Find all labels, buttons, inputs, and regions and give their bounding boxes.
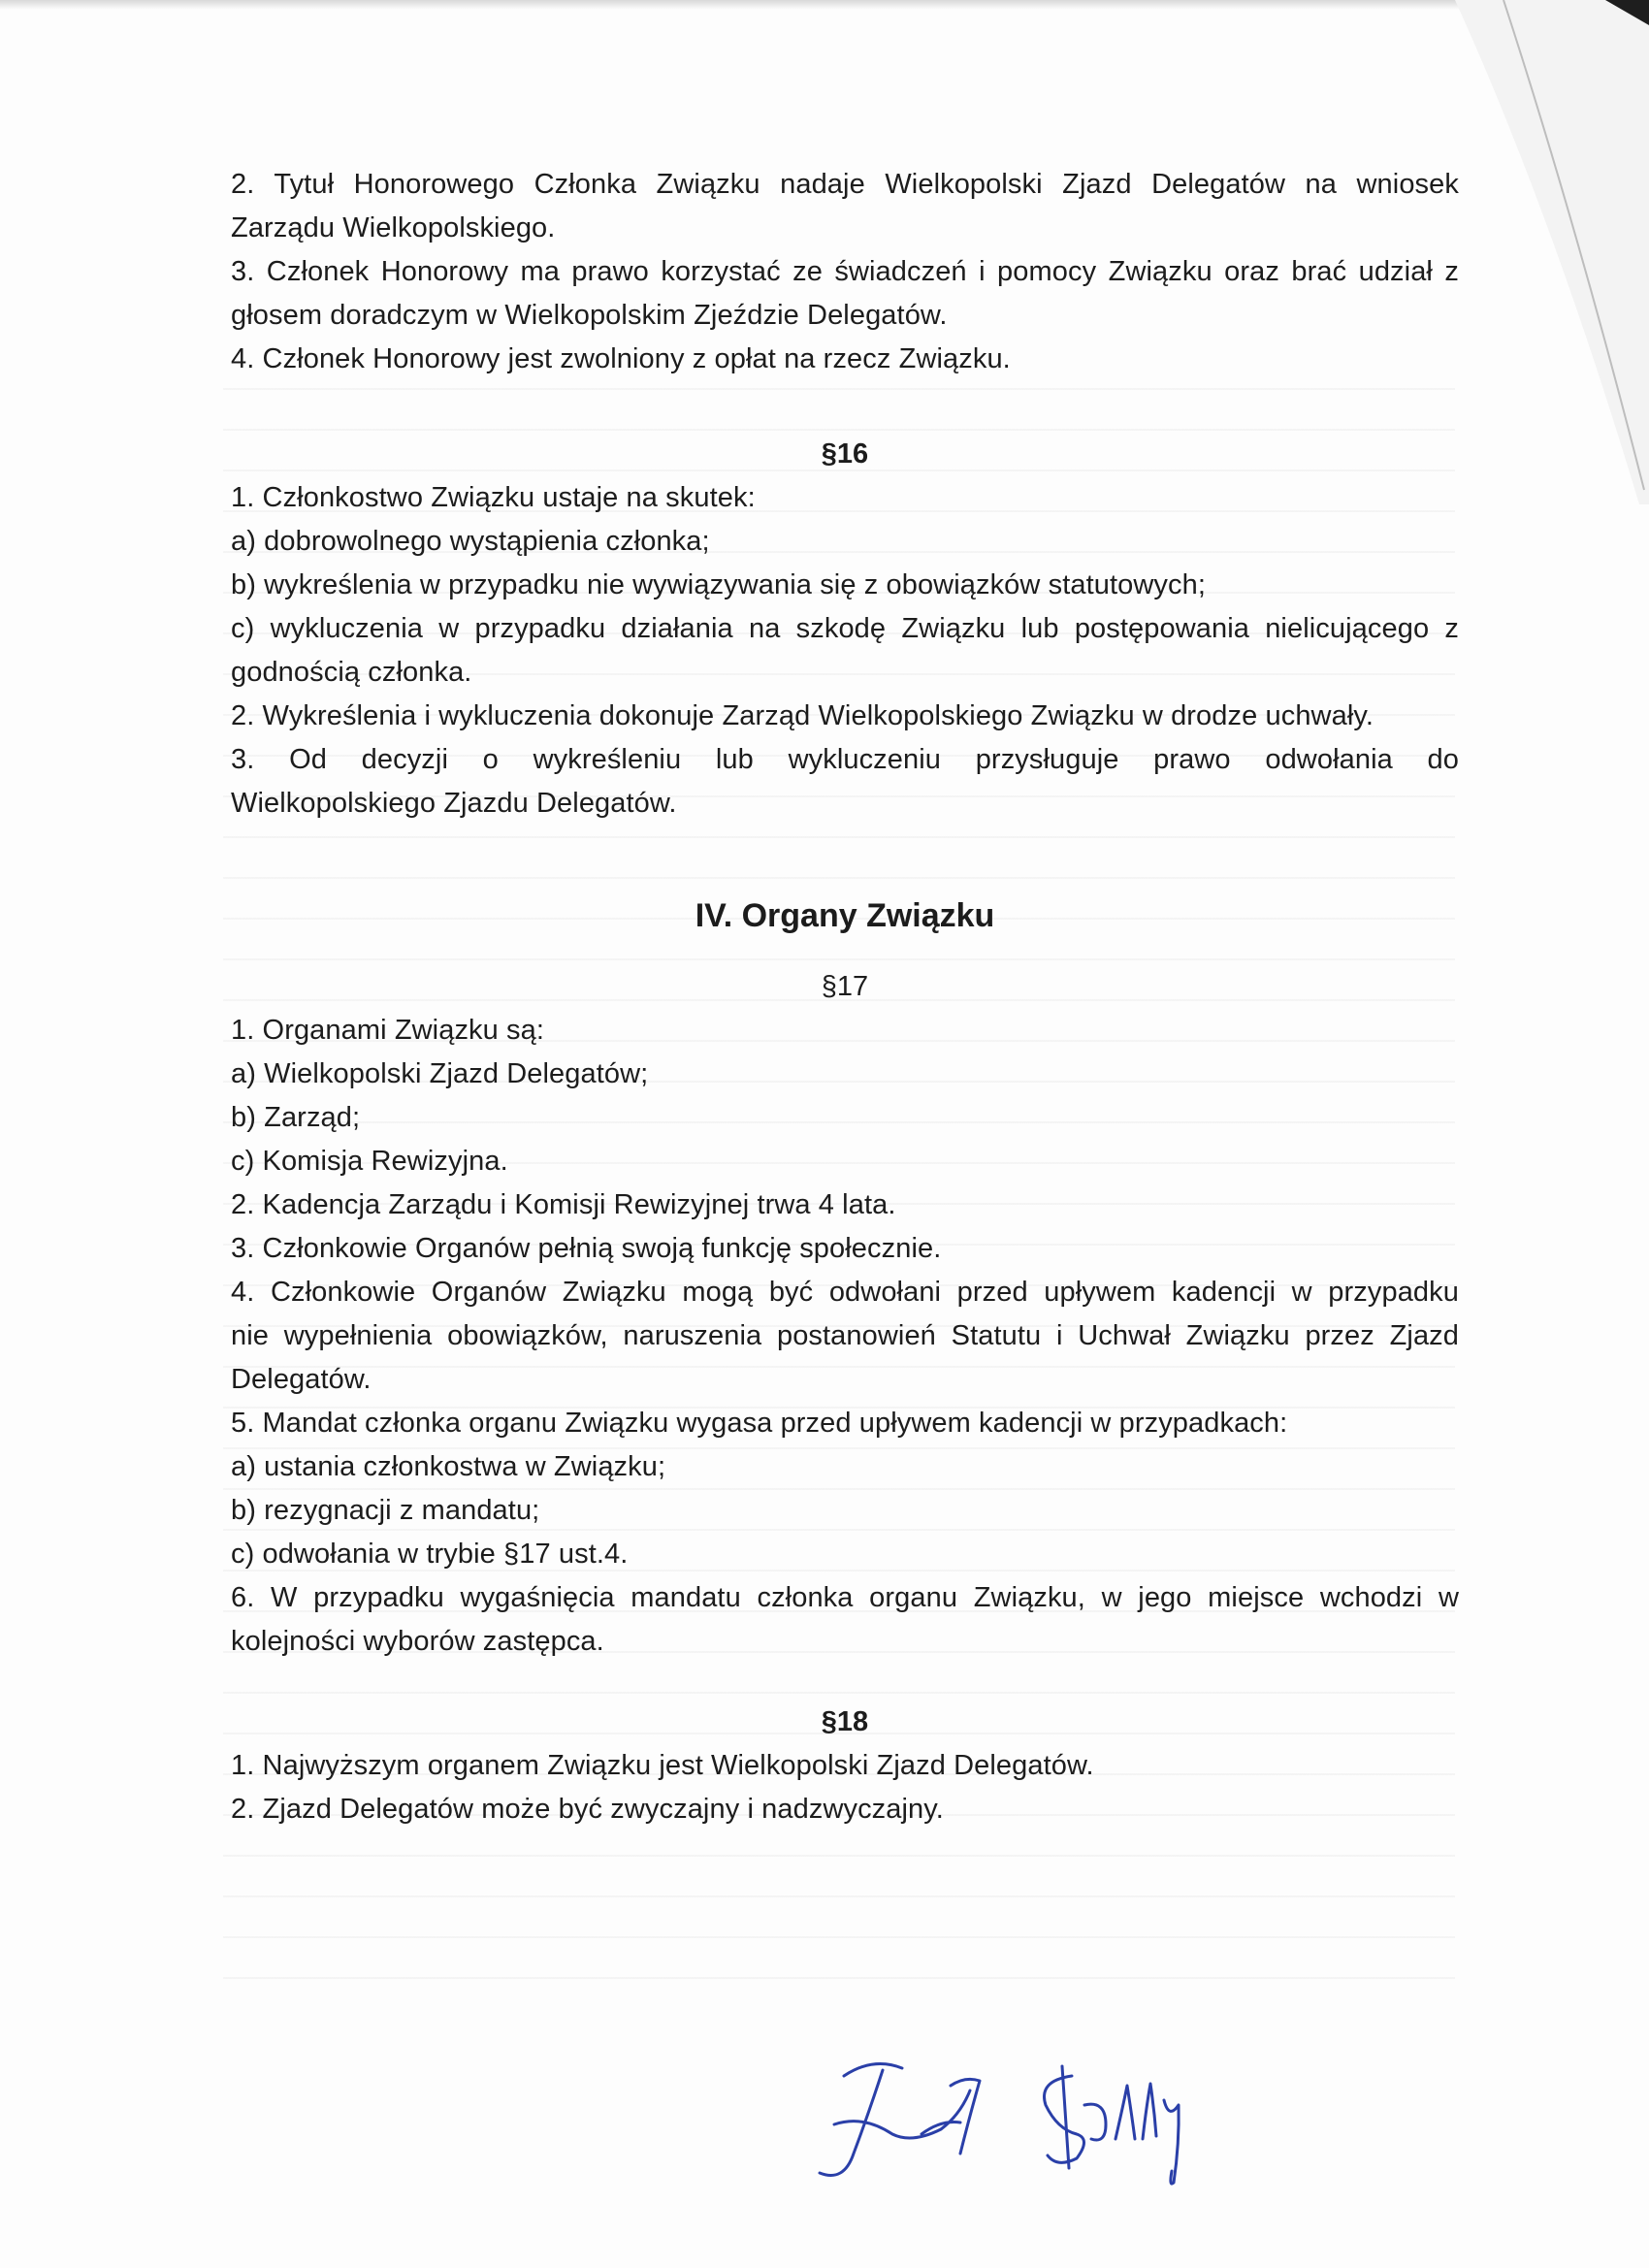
paragraph-line: 1. Organami Związku są: xyxy=(231,1015,545,1046)
paragraph-line: 6. W przypadku wygaśnięcia mandatu członka organu Związku, w jego miejsce wchodzi w xyxy=(231,1582,1459,1613)
paragraph-line: 4. Członek Honorowy jest zwolniony z opłat na rzecz Związku. xyxy=(231,343,1011,374)
paragraph-line: 1. Członkostwo Związku ustaje na skutek: xyxy=(231,482,756,513)
paragraph-line: 1. Najwyższym organem Związku jest Wielkopolski Zjazd Delegatów. xyxy=(231,1750,1094,1781)
paragraph-line: Wielkopolskiego Zjazdu Delegatów. xyxy=(231,788,677,819)
paragraph-line: b) rezygnacji z mandatu; xyxy=(231,1495,540,1526)
paragraph-line: a) ustania członkostwa w Związku; xyxy=(231,1451,666,1482)
paragraph-line: godnością członka. xyxy=(231,657,472,688)
paragraph-line: b) Zarząd; xyxy=(231,1102,361,1133)
paragraph-line: c) odwołania w trybie §17 ust.4. xyxy=(231,1539,629,1570)
signature-1 xyxy=(820,2064,980,2176)
paragraph-line: głosem doradczym w Wielkopolskim Zjeździe Delegatów. xyxy=(231,300,948,331)
paragraph-line: nie wypełnienia obowiązków, naruszenia postanowień Statutu i Uchwał Związku przez Zjazd xyxy=(231,1320,1459,1351)
signature-2 xyxy=(1045,2066,1180,2184)
paragraph-line: c) Komisja Rewizyjna. xyxy=(231,1146,508,1177)
chapter-title: IV. Organy Związku xyxy=(695,897,995,934)
signatures xyxy=(815,2047,1242,2192)
paragraph-line: 2. Zjazd Delegatów może być zwyczajny i nadzwyczajny. xyxy=(231,1794,944,1825)
paragraph-line: 4. Członkowie Organów Związku mogą być odwołani przed upływem kadencji w przypadku xyxy=(231,1277,1459,1308)
paragraph-line: 3. Członkowie Organów pełnią swoją funkcję społecznie. xyxy=(231,1233,942,1264)
paragraph-line: c) wykluczenia w przypadku działania na szkodę Związku lub postępowania nielicującego z xyxy=(231,613,1459,644)
paragraph-line: 2. Wykreślenia i wykluczenia dokonuje Zarząd Wielkopolskiego Związku w drodze uchwały. xyxy=(231,700,1374,731)
paragraph-line: a) dobrowolnego wystąpienia członka; xyxy=(231,526,710,557)
paragraph-line: 2. Tytuł Honorowego Członka Związku nadaje Wielkopolski Zjazd Delegatów na wniosek xyxy=(231,169,1459,200)
paragraph-line: 3. Członek Honorowy ma prawo korzystać ze świadczeń i pomocy Związku oraz brać udział z xyxy=(231,256,1459,287)
document-body xyxy=(231,163,1459,1831)
paragraph-line: Delegatów. xyxy=(231,1364,372,1395)
paragraph-line: a) Wielkopolski Zjazd Delegatów; xyxy=(231,1058,649,1089)
section-heading-16: §16 xyxy=(821,438,869,470)
paragraph-line: 2. Kadencja Zarządu i Komisji Rewizyjnej trwa 4 lata. xyxy=(231,1189,896,1220)
section-heading-18: §18 xyxy=(821,1706,869,1737)
section-heading-17: §17 xyxy=(821,971,869,1002)
paragraph-line: kolejności wyborów zastępca. xyxy=(231,1626,604,1657)
paragraph-line: b) wykreślenia w przypadku nie wywiązywania się z obowiązków statutowych; xyxy=(231,569,1206,600)
paragraph-line: Zarządu Wielkopolskiego. xyxy=(231,212,556,243)
paragraph-line: 5. Mandat członka organu Związku wygasa przed upływem kadencji w przypadkach: xyxy=(231,1408,1288,1439)
paragraph-line: 3. Od decyzji o wykreśleniu lub wykluczeniu przysługuje prawo odwołania do xyxy=(231,744,1459,775)
